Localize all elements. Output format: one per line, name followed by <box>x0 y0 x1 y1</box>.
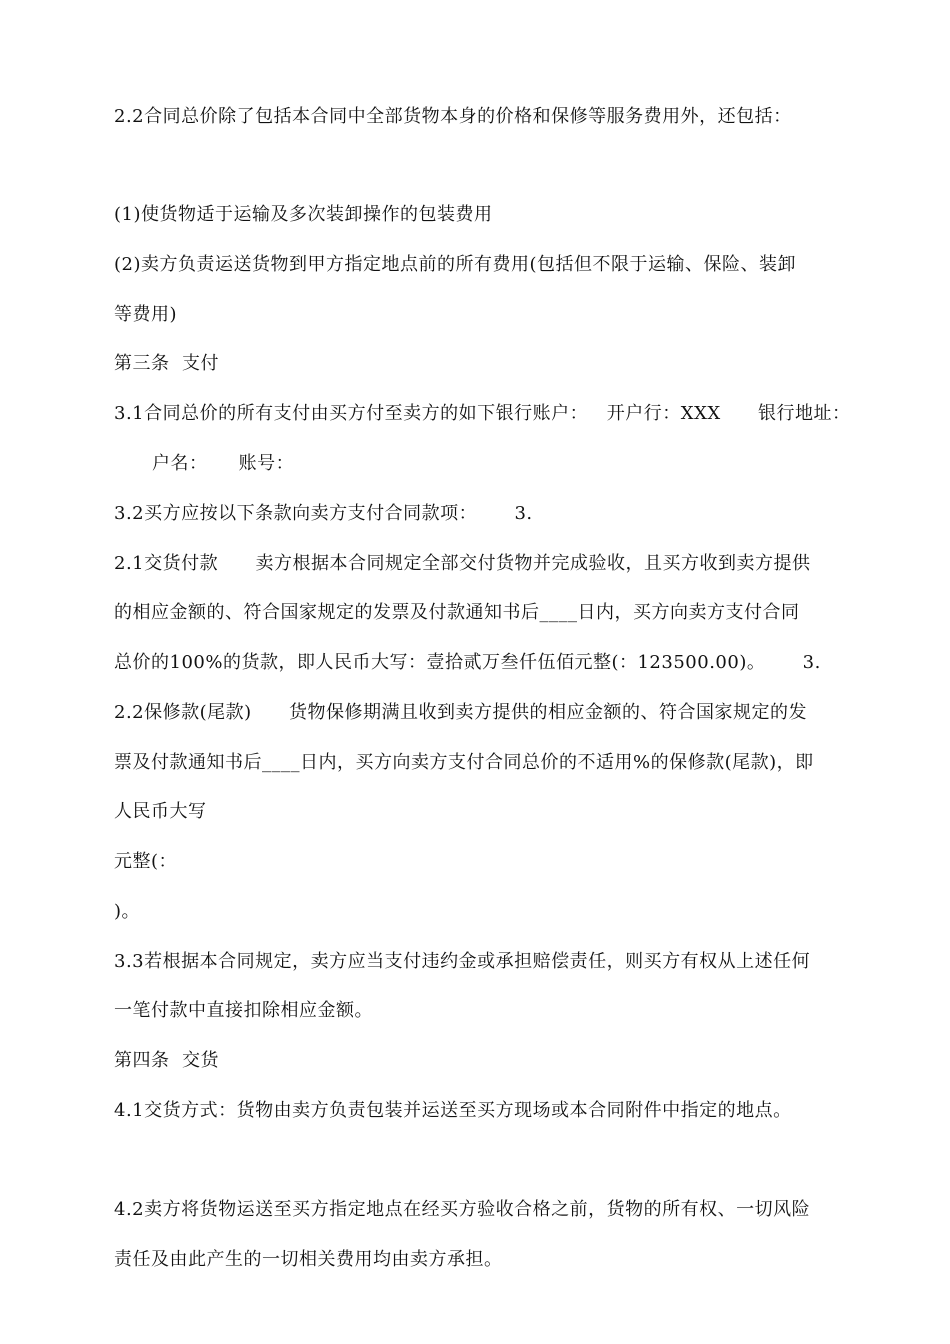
clause-3-2-1-line-2: 的相应金额的、符合国家规定的发票及付款通知书后____日内，买方向卖方支付合同 <box>114 602 800 623</box>
clause-3-2-1-text: 2.1交货付款 卖方根据本合同规定全部交付货物并完成验收，且买方收到卖方提供 <box>114 553 811 574</box>
article-3-heading: 第三条 支付 <box>114 353 219 374</box>
item-1-text: (1)使货物适于运输及多次装卸操作的包装费用 <box>114 204 493 225</box>
article-4-heading: 第四条 交货 <box>114 1050 219 1071</box>
item-2-text: (2)卖方负责运送货物到甲方指定地点前的所有费用(包括但不限于运输、保险、装卸 <box>114 254 797 275</box>
clause-3-3-text: 3.3若根据本合同规定，卖方应当支付违约金或承担赔偿责任，则买方有权从上述任何 <box>114 951 811 972</box>
clause-3-3-line-2: 一笔付款中直接扣除相应金额。 <box>114 1000 373 1021</box>
clause-3-2-text: 3.2买方应按以下条款向卖方支付合同款项： 3. <box>114 503 533 524</box>
account-info-line: 户名： 账号： <box>152 453 295 474</box>
clause-3-2-2-text: 2.2保修款(尾款) 货物保修期满且收到卖方提供的相应金额的、符合国家规定的发 <box>114 702 807 723</box>
clause-2-2-text: 2.2合同总价除了包括本合同中全部货物本身的价格和保修等服务费用外，还包括： <box>114 106 792 127</box>
clause-3-2-2-line-2: 票及付款通知书后____日内，买方向卖方支付合同总价的不适用%的保修款(尾款)，即 <box>114 752 814 773</box>
clause-3-1-text: 3.1合同总价的所有支付由买方付至卖方的如下银行账户： 开户行：XXX 银行地址： <box>114 403 851 424</box>
clause-4-2-text: 4.2卖方将货物运送至买方指定地点在经买方验收合格之前，货物的所有权、一切风险 <box>114 1199 811 1220</box>
clause-3-2-2-line-3: 人民币大写 <box>114 801 207 822</box>
clause-4-1-text: 4.1交货方式：货物由卖方负责包装并运送至买方现场或本合同附件中指定的地点。 <box>114 1100 792 1121</box>
clause-3-2-2-line-5: )。 <box>114 901 141 922</box>
clause-4-2-line-2: 责任及由此产生的一切相关费用均由卖方承担。 <box>114 1249 503 1270</box>
clause-3-2-2-line-4: 元整(： <box>114 851 178 872</box>
item-2-continuation: 等费用) <box>114 304 178 325</box>
clause-3-2-1-line-3: 总价的100%的货款，即人民币大写：壹拾贰万叁仟伍佰元整(：123500.00)。 3. <box>114 652 821 673</box>
